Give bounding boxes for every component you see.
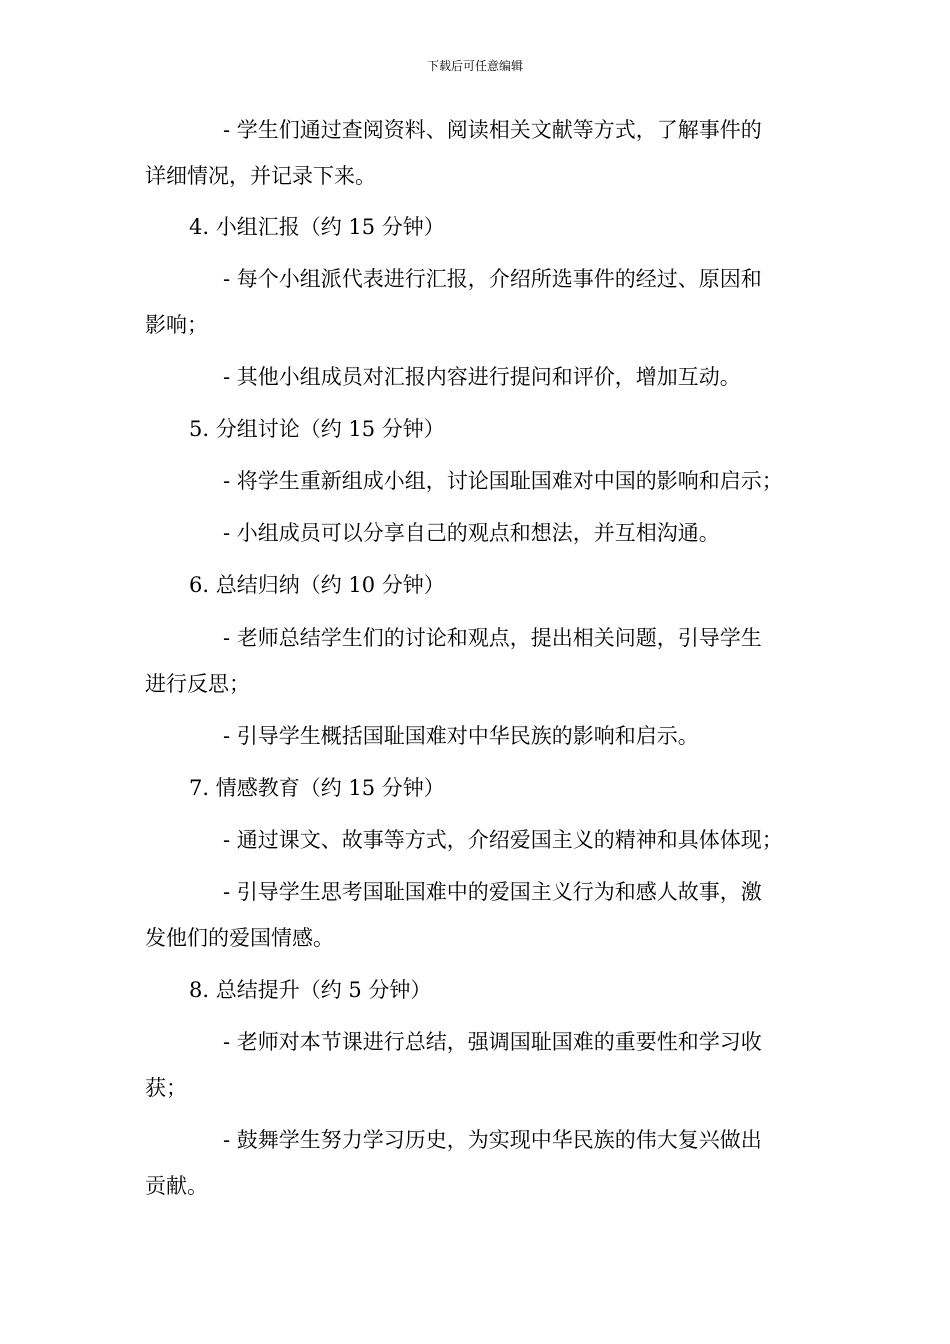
body-line: 进行反思； — [145, 672, 250, 696]
page-header: 下载后可任意编辑 — [426, 59, 523, 73]
body-line: - 小组成员可以分享自己的观点和想法，并互相沟通。 — [223, 521, 720, 545]
body-line: - 每个小组派代表进行汇报，介绍所选事件的经过、原因和 — [223, 267, 762, 291]
section-heading: 4. 小组汇报（约 15 分钟） — [189, 215, 445, 239]
body-line: 发他们的爱国情感。 — [145, 926, 334, 950]
body-line: - 引导学生概括国耻国难对中华民族的影响和启示。 — [223, 724, 699, 748]
body-line: - 老师总结学生们的讨论和观点，提出相关问题，引导学生 — [223, 626, 762, 650]
section-heading: 6. 总结归纳（约 10 分钟） — [189, 573, 445, 597]
body-line: - 将学生重新组成小组，讨论国耻国难对中国的影响和启示； — [223, 469, 783, 493]
body-line: - 其他小组成员对汇报内容进行提问和评价，增加互动。 — [223, 365, 741, 389]
body-line: - 引导学生思考国耻国难中的爱国主义行为和感人故事，激 — [223, 880, 762, 904]
body-line: 影响； — [145, 313, 208, 337]
body-line: 贡献。 — [145, 1174, 208, 1198]
body-line: - 鼓舞学生努力学习历史，为实现中华民族的伟大复兴做出 — [223, 1128, 762, 1152]
section-heading: 5. 分组讨论（约 15 分钟） — [189, 417, 445, 441]
section-heading: 7. 情感教育（约 15 分钟） — [189, 776, 445, 800]
body-line: 详细情况，并记录下来。 — [145, 164, 376, 188]
body-line: - 老师对本节课进行总结，强调国耻国难的重要性和学习收 — [223, 1030, 762, 1054]
body-line: - 通过课文、故事等方式，介绍爱国主义的精神和具体体现； — [223, 828, 783, 852]
body-line: - 学生们通过查阅资料、阅读相关文献等方式，了解事件的 — [223, 118, 762, 142]
section-heading: 8. 总结提升（约 5 分钟） — [189, 978, 432, 1002]
body-line: 获； — [145, 1076, 187, 1100]
